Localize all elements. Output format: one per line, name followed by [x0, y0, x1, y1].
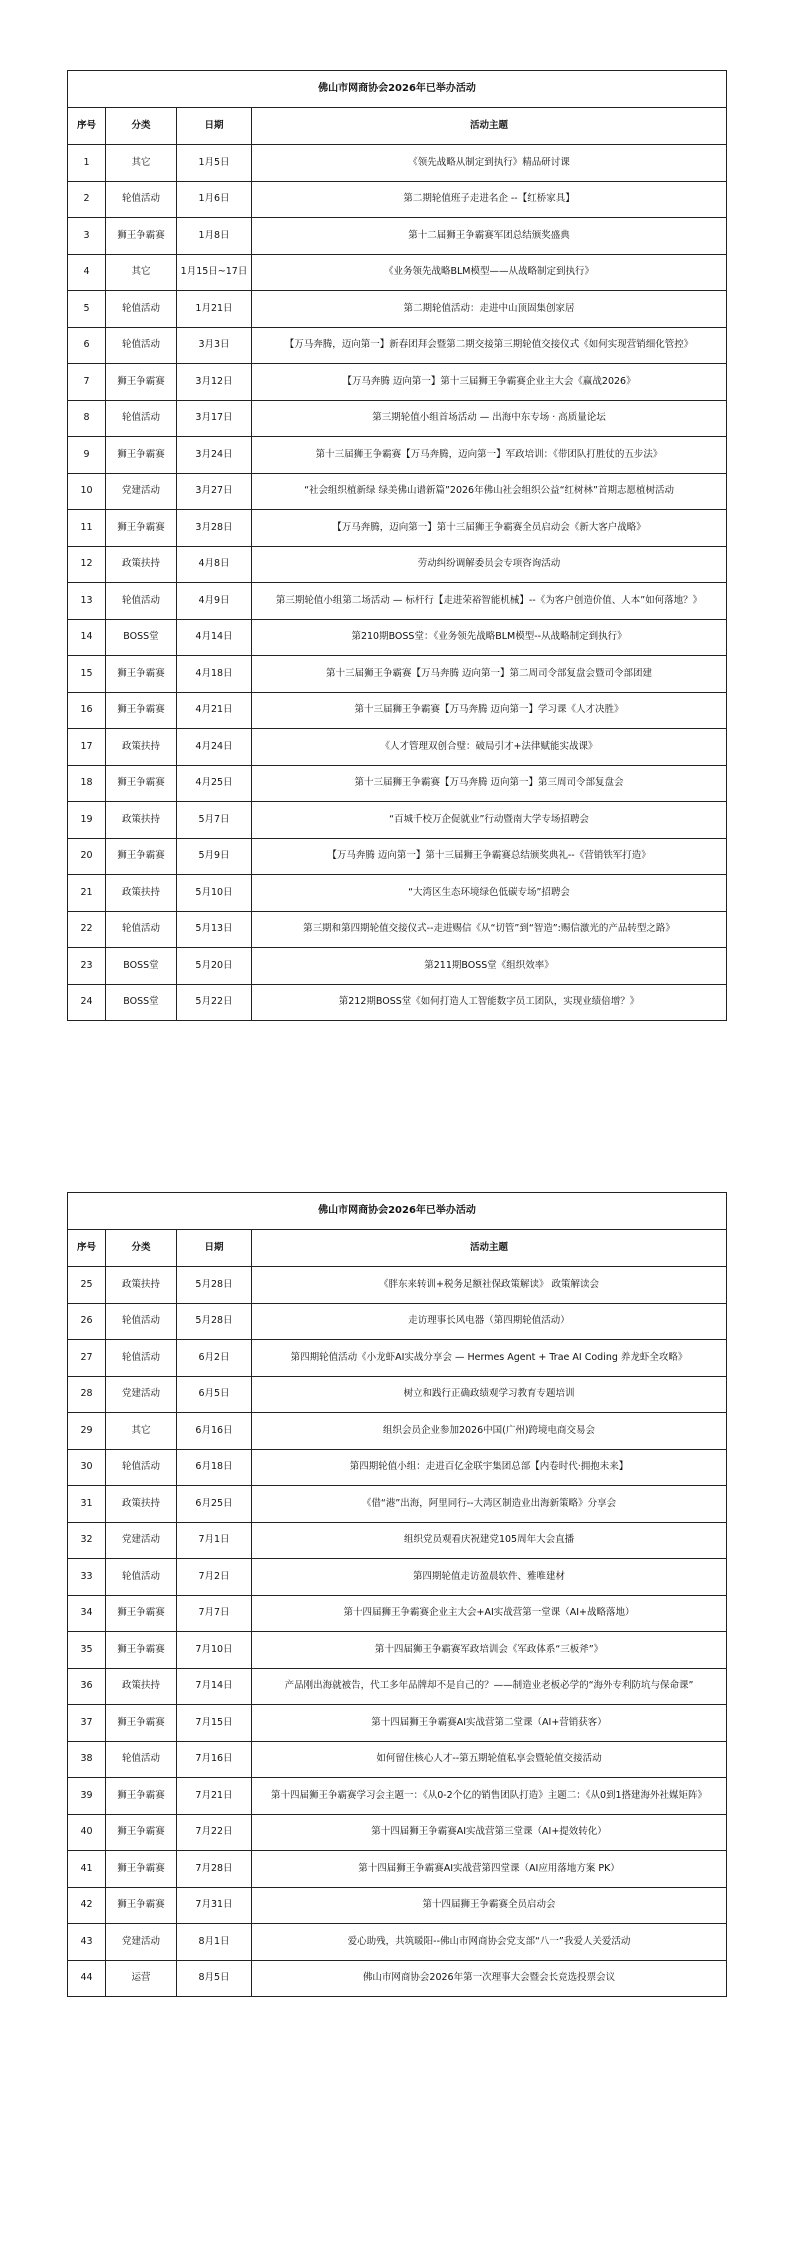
table-row [68, 254, 727, 291]
cell-topic: 如何留住核心人才--第五期轮值私享会暨轮值交接活动 [252, 1741, 727, 1778]
header-topic: 活动主题 [252, 1230, 727, 1267]
cell-topic: 第211期BOSS堂《组织效率》 [252, 948, 727, 985]
cell-date: 1月21日 [177, 291, 252, 328]
cell-date: 5月22日 [177, 984, 252, 1021]
cell-index: 2 [68, 181, 106, 218]
cell-topic: 第二期轮值活动：走进中山顶固集创家居 [252, 291, 727, 328]
cell-category: 政策扶持 [106, 875, 177, 912]
table-row [68, 400, 727, 437]
table-row [68, 1887, 727, 1924]
cell-topic: 【万马奔腾，迈向第一】新春团拜会暨第二期交接第三期轮值交接仪式《如何实现营销细化管控》 [252, 327, 727, 364]
cell-index: 4 [68, 254, 106, 291]
table-header-row [68, 1230, 727, 1267]
table-row [68, 1632, 727, 1669]
cell-date: 5月9日 [177, 838, 252, 875]
table-row [68, 1376, 727, 1413]
cell-topic: 劳动纠纷调解委员会专项咨询活动 [252, 546, 727, 583]
cell-category: 政策扶持 [106, 1486, 177, 1523]
table-row [68, 291, 727, 328]
cell-category: 狮王争霸赛 [106, 1595, 177, 1632]
cell-date: 6月2日 [177, 1340, 252, 1377]
cell-index: 9 [68, 437, 106, 474]
cell-date: 5月7日 [177, 802, 252, 839]
table-row [68, 327, 727, 364]
cell-topic: 第十四届狮王争霸赛企业主大会+AI实战营第一堂课（AI+战略落地） [252, 1595, 727, 1632]
table-row [68, 1522, 727, 1559]
cell-topic: 第十三届狮王争霸赛【万马奔腾，迈向第一】军政培训：《带团队打胜仗的五步法》 [252, 437, 727, 474]
cell-date: 7月21日 [177, 1778, 252, 1815]
table-row [68, 583, 727, 620]
cell-date: 7月28日 [177, 1851, 252, 1888]
cell-category: BOSS堂 [106, 619, 177, 656]
cell-index: 10 [68, 473, 106, 510]
cell-index: 32 [68, 1522, 106, 1559]
table-title-row [68, 71, 727, 108]
cell-category: 党建活动 [106, 1376, 177, 1413]
cell-date: 4月14日 [177, 619, 252, 656]
cell-index: 11 [68, 510, 106, 547]
cell-topic: 组织会员企业参加2026中国(广州)跨境电商交易会 [252, 1413, 727, 1450]
cell-topic: 第四期轮值走访盈晨软件、雅唯建材 [252, 1559, 727, 1596]
table-row [68, 765, 727, 802]
header-date: 日期 [177, 1230, 252, 1267]
cell-index: 20 [68, 838, 106, 875]
cell-category: 轮值活动 [106, 583, 177, 620]
table-row [68, 984, 727, 1021]
cell-date: 6月16日 [177, 1413, 252, 1450]
cell-topic: 爱心助残，共筑暖阳--佛山市网商协会党支部“八一”我爱人关爱活动 [252, 1924, 727, 1961]
table-row [68, 1267, 727, 1304]
cell-topic: 第十四届狮王争霸赛学习会主题一：《从0-2个亿的销售团队打造》主题二：《从0到1搭建海外社媒矩阵》 [252, 1778, 727, 1815]
table-row [68, 619, 727, 656]
table-row [68, 948, 727, 985]
cell-index: 8 [68, 400, 106, 437]
cell-index: 7 [68, 364, 106, 401]
cell-topic: 第四期轮值小组：走进百亿金联宇集团总部【内卷时代·拥抱未来】 [252, 1449, 727, 1486]
cell-date: 1月6日 [177, 181, 252, 218]
cell-index: 42 [68, 1887, 106, 1924]
table-row [68, 218, 727, 255]
table-row [68, 1851, 727, 1888]
cell-date: 6月5日 [177, 1376, 252, 1413]
table-title-row [68, 1193, 727, 1230]
table-row [68, 145, 727, 182]
table-row [68, 1559, 727, 1596]
table-row [68, 1924, 727, 1961]
table-header-row [68, 108, 727, 145]
cell-topic: 第十四届狮王争霸赛AI实战营第三堂课（AI+提效转化） [252, 1814, 727, 1851]
cell-topic: 佛山市网商协会2026年第一次理事大会暨会长竞选投票会议 [252, 1960, 727, 1997]
cell-topic: “百城千校万企促就业”行动暨南大学专场招聘会 [252, 802, 727, 839]
cell-date: 4月9日 [177, 583, 252, 620]
cell-index: 17 [68, 729, 106, 766]
cell-date: 3月28日 [177, 510, 252, 547]
cell-index: 16 [68, 692, 106, 729]
table-row [68, 437, 727, 474]
cell-index: 25 [68, 1267, 106, 1304]
cell-date: 5月28日 [177, 1267, 252, 1304]
table-row [68, 729, 727, 766]
cell-topic: 第212期BOSS堂《如何打造人工智能数字员工团队，实现业绩倍增？》 [252, 984, 727, 1021]
table-row [68, 1449, 727, 1486]
cell-index: 40 [68, 1814, 106, 1851]
table-row [68, 364, 727, 401]
cell-category: 狮王争霸赛 [106, 838, 177, 875]
cell-topic: 第四期轮值活动《小龙虾AI实战分享会 — Hermes Agent + Trae AI Coding 养龙虾全攻略》 [252, 1340, 727, 1377]
cell-date: 4月8日 [177, 546, 252, 583]
cell-category: 其它 [106, 254, 177, 291]
cell-index: 19 [68, 802, 106, 839]
cell-topic: 【万马奔腾，迈向第一】第十三届狮王争霸赛全员启动会《新大客户战略》 [252, 510, 727, 547]
cell-index: 28 [68, 1376, 106, 1413]
table-row [68, 1960, 727, 1997]
cell-date: 4月24日 [177, 729, 252, 766]
cell-date: 4月21日 [177, 692, 252, 729]
cell-index: 13 [68, 583, 106, 620]
cell-category: 狮王争霸赛 [106, 1705, 177, 1742]
cell-index: 27 [68, 1340, 106, 1377]
cell-index: 39 [68, 1778, 106, 1815]
cell-category: 政策扶持 [106, 546, 177, 583]
cell-category: 轮值活动 [106, 1303, 177, 1340]
cell-index: 38 [68, 1741, 106, 1778]
cell-date: 7月22日 [177, 1814, 252, 1851]
cell-date: 3月17日 [177, 400, 252, 437]
table-row [68, 838, 727, 875]
cell-index: 1 [68, 145, 106, 182]
cell-date: 3月27日 [177, 473, 252, 510]
cell-category: 狮王争霸赛 [106, 1887, 177, 1924]
cell-index: 5 [68, 291, 106, 328]
table-row [68, 1413, 727, 1450]
cell-category: BOSS堂 [106, 948, 177, 985]
table-row [68, 181, 727, 218]
cell-category: 狮王争霸赛 [106, 510, 177, 547]
cell-index: 23 [68, 948, 106, 985]
cell-date: 7月10日 [177, 1632, 252, 1669]
cell-category: 其它 [106, 145, 177, 182]
cell-topic: 【万马奔腾 迈向第一】第十三届狮王争霸赛企业主大会《赢战2026》 [252, 364, 727, 401]
table-row [68, 1741, 727, 1778]
cell-date: 1月8日 [177, 218, 252, 255]
cell-date: 7月15日 [177, 1705, 252, 1742]
cell-date: 6月18日 [177, 1449, 252, 1486]
cell-date: 8月1日 [177, 1924, 252, 1961]
cell-date: 7月2日 [177, 1559, 252, 1596]
cell-category: 狮王争霸赛 [106, 656, 177, 693]
table-row [68, 1778, 727, 1815]
cell-topic: 走访理事长风电器（第四期轮值活动） [252, 1303, 727, 1340]
header-index: 序号 [68, 108, 106, 145]
cell-topic: 产品刚出海就被告，代工多年品牌却不是自己的？——制造业老板必学的“海外专利防坑与保命课” [252, 1668, 727, 1705]
cell-topic: 第三期轮值小组首场活动 — 出海中东专场 · 高质量论坛 [252, 400, 727, 437]
activities-table-1 [67, 70, 727, 1021]
activities-table-2 [67, 1192, 727, 1997]
cell-topic: 第十三届狮王争霸赛【万马奔腾 迈向第一】学习课《人才决胜》 [252, 692, 727, 729]
table-title: 佛山市网商协会2026年已举办活动 [68, 71, 727, 108]
cell-index: 31 [68, 1486, 106, 1523]
cell-date: 1月15日~17日 [177, 254, 252, 291]
cell-topic: 组织党员观看庆祝建党105周年大会直播 [252, 1522, 727, 1559]
cell-topic: 第十四届狮王争霸赛AI实战营第二堂课（AI+营销获客） [252, 1705, 727, 1742]
cell-index: 24 [68, 984, 106, 1021]
cell-date: 7月31日 [177, 1887, 252, 1924]
header-category: 分类 [106, 1230, 177, 1267]
cell-index: 14 [68, 619, 106, 656]
cell-date: 3月12日 [177, 364, 252, 401]
cell-topic: 第三期和第四期轮值交接仪式--走进赐信《从“切管”到“智造”:赐信激光的产品转型之路》 [252, 911, 727, 948]
table-row [68, 656, 727, 693]
cell-category: 狮王争霸赛 [106, 437, 177, 474]
cell-date: 8月5日 [177, 1960, 252, 1997]
header-topic: 活动主题 [252, 108, 727, 145]
cell-index: 34 [68, 1595, 106, 1632]
cell-date: 1月5日 [177, 145, 252, 182]
cell-index: 35 [68, 1632, 106, 1669]
cell-date: 3月24日 [177, 437, 252, 474]
cell-topic: 《胖东来转训+税务足额社保政策解读》 政策解读会 [252, 1267, 727, 1304]
cell-category: 轮值活动 [106, 400, 177, 437]
cell-category: 政策扶持 [106, 1668, 177, 1705]
cell-date: 7月7日 [177, 1595, 252, 1632]
cell-category: 运营 [106, 1960, 177, 1997]
cell-category: 轮值活动 [106, 1741, 177, 1778]
header-category: 分类 [106, 108, 177, 145]
cell-topic: 第十四届狮王争霸赛军政培训会《军政体系“三板斧”》 [252, 1632, 727, 1669]
table-row [68, 692, 727, 729]
cell-index: 33 [68, 1559, 106, 1596]
cell-category: 轮值活动 [106, 327, 177, 364]
cell-index: 44 [68, 1960, 106, 1997]
cell-index: 37 [68, 1705, 106, 1742]
cell-topic: 第三期轮值小组第二场活动 — 标杆行【走进荣裕智能机械】--《为客户创造价值、人本”如何落地？》 [252, 583, 727, 620]
cell-category: 狮王争霸赛 [106, 1851, 177, 1888]
cell-index: 6 [68, 327, 106, 364]
table-row [68, 1340, 727, 1377]
cell-index: 36 [68, 1668, 106, 1705]
cell-index: 30 [68, 1449, 106, 1486]
cell-index: 18 [68, 765, 106, 802]
cell-topic: 《人才管理双创合璧：破局引才+法律赋能实战课》 [252, 729, 727, 766]
cell-category: 政策扶持 [106, 729, 177, 766]
cell-topic: 第十三届狮王争霸赛【万马奔腾 迈向第一】第三周司令部复盘会 [252, 765, 727, 802]
cell-topic: 第十二届狮王争霸赛军团总结颁奖盛典 [252, 218, 727, 255]
table-row [68, 802, 727, 839]
cell-date: 7月14日 [177, 1668, 252, 1705]
cell-topic: 【万马奔腾 迈向第一】第十三届狮王争霸赛总结颁奖典礼--《营销铁军打造》 [252, 838, 727, 875]
table-row [68, 1303, 727, 1340]
cell-date: 5月20日 [177, 948, 252, 985]
cell-category: 党建活动 [106, 1924, 177, 1961]
table-row [68, 875, 727, 912]
cell-category: 狮王争霸赛 [106, 364, 177, 401]
cell-date: 3月3日 [177, 327, 252, 364]
cell-index: 43 [68, 1924, 106, 1961]
cell-category: 狮王争霸赛 [106, 765, 177, 802]
cell-index: 22 [68, 911, 106, 948]
cell-topic: “大湾区生态环境绿色低碳专场”招聘会 [252, 875, 727, 912]
cell-category: 党建活动 [106, 473, 177, 510]
cell-category: 轮值活动 [106, 1449, 177, 1486]
cell-topic: 《领先战略从制定到执行》精品研讨课 [252, 145, 727, 182]
cell-category: 狮王争霸赛 [106, 1778, 177, 1815]
cell-index: 15 [68, 656, 106, 693]
cell-index: 41 [68, 1851, 106, 1888]
cell-category: 狮王争霸赛 [106, 1814, 177, 1851]
cell-date: 7月1日 [177, 1522, 252, 1559]
cell-topic: 第210期BOSS堂：《业务领先战略BLM模型--从战略制定到执行》 [252, 619, 727, 656]
cell-topic: 第二期轮值班子走进名企 --【红桥家具】 [252, 181, 727, 218]
cell-index: 3 [68, 218, 106, 255]
table-row [68, 473, 727, 510]
cell-date: 4月25日 [177, 765, 252, 802]
cell-topic: “社会组织植新绿 绿美佛山谱新篇”2026年佛山社会组织公益“红树林”首期志愿植树活动 [252, 473, 727, 510]
cell-category: BOSS堂 [106, 984, 177, 1021]
cell-date: 4月18日 [177, 656, 252, 693]
cell-index: 12 [68, 546, 106, 583]
cell-topic: 第十三届狮王争霸赛【万马奔腾 迈向第一】第二周司令部复盘会暨司令部团建 [252, 656, 727, 693]
cell-category: 党建活动 [106, 1522, 177, 1559]
cell-category: 狮王争霸赛 [106, 218, 177, 255]
cell-date: 5月10日 [177, 875, 252, 912]
cell-category: 狮王争霸赛 [106, 692, 177, 729]
table-row [68, 510, 727, 547]
cell-topic: 第十四届狮王争霸赛全员启动会 [252, 1887, 727, 1924]
cell-date: 5月13日 [177, 911, 252, 948]
cell-category: 政策扶持 [106, 802, 177, 839]
cell-index: 21 [68, 875, 106, 912]
cell-topic: 《业务领先战略BLM模型——从战略制定到执行》 [252, 254, 727, 291]
cell-category: 政策扶持 [106, 1267, 177, 1304]
cell-index: 26 [68, 1303, 106, 1340]
table-row [68, 546, 727, 583]
table-row [68, 1814, 727, 1851]
table-row [68, 911, 727, 948]
cell-topic: 第十四届狮王争霸赛AI实战营第四堂课（AI应用落地方案 PK） [252, 1851, 727, 1888]
cell-category: 狮王争霸赛 [106, 1632, 177, 1669]
table-row [68, 1486, 727, 1523]
cell-date: 5月28日 [177, 1303, 252, 1340]
table-row [68, 1595, 727, 1632]
cell-topic: 树立和践行正确政绩观学习教育专题培训 [252, 1376, 727, 1413]
cell-index: 29 [68, 1413, 106, 1450]
cell-category: 轮值活动 [106, 1559, 177, 1596]
cell-topic: 《借“港”出海，阿里同行--大湾区制造业出海新策略》分享会 [252, 1486, 727, 1523]
cell-category: 轮值活动 [106, 291, 177, 328]
cell-date: 6月25日 [177, 1486, 252, 1523]
header-date: 日期 [177, 108, 252, 145]
cell-category: 轮值活动 [106, 911, 177, 948]
cell-category: 轮值活动 [106, 181, 177, 218]
header-index: 序号 [68, 1230, 106, 1267]
cell-date: 7月16日 [177, 1741, 252, 1778]
cell-category: 轮值活动 [106, 1340, 177, 1377]
table-row [68, 1668, 727, 1705]
table-row [68, 1705, 727, 1742]
cell-category: 其它 [106, 1413, 177, 1450]
table-title: 佛山市网商协会2026年已举办活动 [68, 1193, 727, 1230]
